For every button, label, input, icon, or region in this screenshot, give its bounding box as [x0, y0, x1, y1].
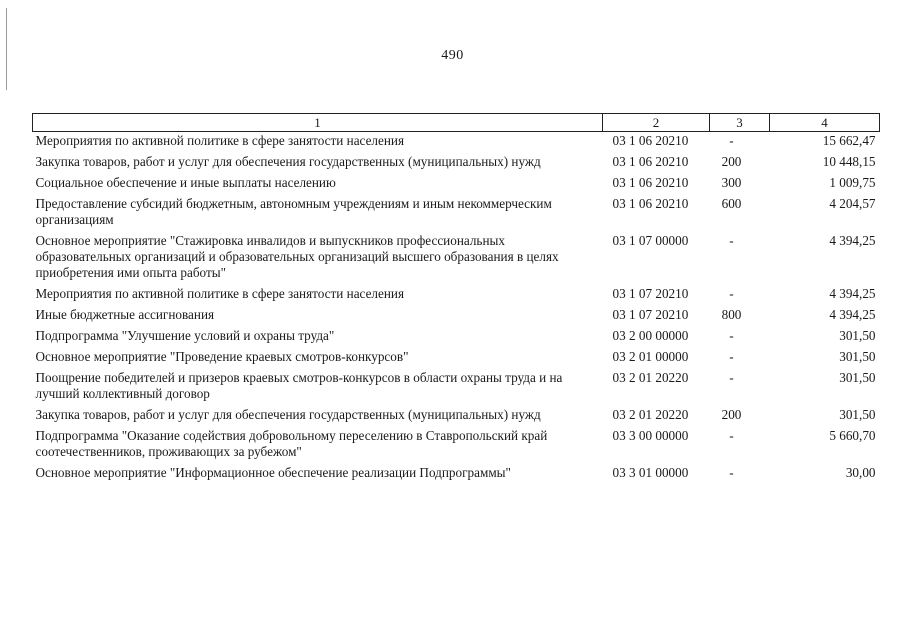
row-amount: 301,50 [839, 349, 876, 364]
row-name: Подпрограмма "Оказание содействия добровольному переселению в Ставропольский край соотечественников, проживающих за рубежом" [35, 428, 548, 459]
row-code: 03 2 01 20220 [612, 370, 689, 385]
table-body [33, 132, 880, 486]
row-name: Мероприятия по активной политике в сфере занятости населения [35, 133, 405, 148]
row-amount: 4 394,25 [829, 233, 876, 248]
row-code: 03 1 06 20210 [612, 175, 689, 190]
row-amount: 4 394,25 [829, 307, 876, 322]
row-amount: 301,50 [839, 328, 876, 343]
row-expense-type: - [729, 133, 734, 148]
row-name: Основное мероприятие "Стажировка инвалидов и выпускников профессиональных образовательных организаций и образовательных организаций высшего образования в целях приобретения ими опыта работы" [35, 233, 559, 280]
row-amount: 301,50 [839, 370, 876, 385]
row-expense-type: - [729, 428, 734, 443]
row-expense-type: 200 [721, 407, 742, 422]
row-code: 03 1 06 20210 [612, 154, 689, 169]
row-name: Поощрение победителей и призеров краевых смотров-конкурсов в области охраны труда и на лучший коллективный договор [35, 370, 563, 401]
row-expense-type: - [729, 233, 734, 248]
row-name: Мероприятия по активной политике в сфере занятости населения [35, 286, 405, 301]
table-row [33, 406, 880, 427]
row-code: 03 1 07 00000 [612, 233, 689, 248]
row-name: Социальное обеспечение и иные выплаты населению [35, 175, 336, 190]
row-amount: 1 009,75 [829, 175, 876, 190]
table-row [33, 285, 880, 306]
row-name: Закупка товаров, работ и услуг для обеспечения государственных (муниципальных) нужд [35, 154, 541, 169]
row-code: 03 3 00 00000 [612, 428, 689, 443]
row-amount: 15 662,47 [822, 133, 876, 148]
table-row [33, 132, 880, 154]
table-row [33, 327, 880, 348]
table-row [33, 348, 880, 369]
row-amount: 10 448,15 [822, 154, 876, 169]
row-amount: 4 394,25 [829, 286, 876, 301]
row-expense-type: 600 [721, 196, 742, 211]
row-expense-type: 800 [721, 307, 742, 322]
row-name: Подпрограмма "Улучшение условий и охраны труда" [35, 328, 335, 343]
header-row [33, 114, 880, 132]
row-code: 03 3 01 00000 [612, 465, 689, 480]
row-name: Иные бюджетные ассигнования [35, 307, 215, 322]
row-name: Закупка товаров, работ и услуг для обеспечения государственных (муниципальных) нужд [35, 407, 541, 422]
row-amount: 30,00 [845, 465, 876, 480]
table-row [33, 464, 880, 485]
table-row [33, 232, 880, 285]
row-expense-type: - [729, 286, 734, 301]
header-col-3: 3 [710, 114, 770, 132]
row-expense-type: - [729, 370, 734, 385]
table-row [33, 174, 880, 195]
header-col-4: 4 [770, 114, 880, 132]
row-code: 03 2 01 00000 [612, 349, 689, 364]
row-code: 03 1 07 20210 [612, 286, 689, 301]
row-expense-type: 300 [721, 175, 742, 190]
row-code: 03 2 00 00000 [612, 328, 689, 343]
row-name: Основное мероприятие "Информационное обеспечение реализации Подпрограммы" [35, 465, 511, 480]
header-col-1: 1 [33, 114, 603, 132]
row-name: Предоставление субсидий бюджетным, автономным учреждениям и иным некоммерческим организациям [35, 196, 552, 227]
table-row [33, 369, 880, 406]
row-amount: 4 204,57 [829, 196, 876, 211]
page-number: 490 [441, 48, 464, 63]
budget-table [32, 113, 880, 485]
table-row [33, 306, 880, 327]
row-expense-type: - [729, 465, 734, 480]
row-expense-type: - [729, 349, 734, 364]
row-amount: 301,50 [839, 407, 876, 422]
table-row [33, 195, 880, 232]
row-expense-type: - [729, 328, 734, 343]
table-row [33, 153, 880, 174]
row-code: 03 2 01 20220 [612, 407, 689, 422]
row-code: 03 1 07 20210 [612, 307, 689, 322]
header-col-2: 2 [603, 114, 710, 132]
table-row [33, 427, 880, 464]
row-expense-type: 200 [721, 154, 742, 169]
row-name: Основное мероприятие "Проведение краевых смотров-конкурсов" [35, 349, 409, 364]
row-amount: 5 660,70 [829, 428, 876, 443]
row-code: 03 1 06 20210 [612, 196, 689, 211]
row-code: 03 1 06 20210 [612, 133, 689, 148]
table-header [33, 114, 880, 132]
